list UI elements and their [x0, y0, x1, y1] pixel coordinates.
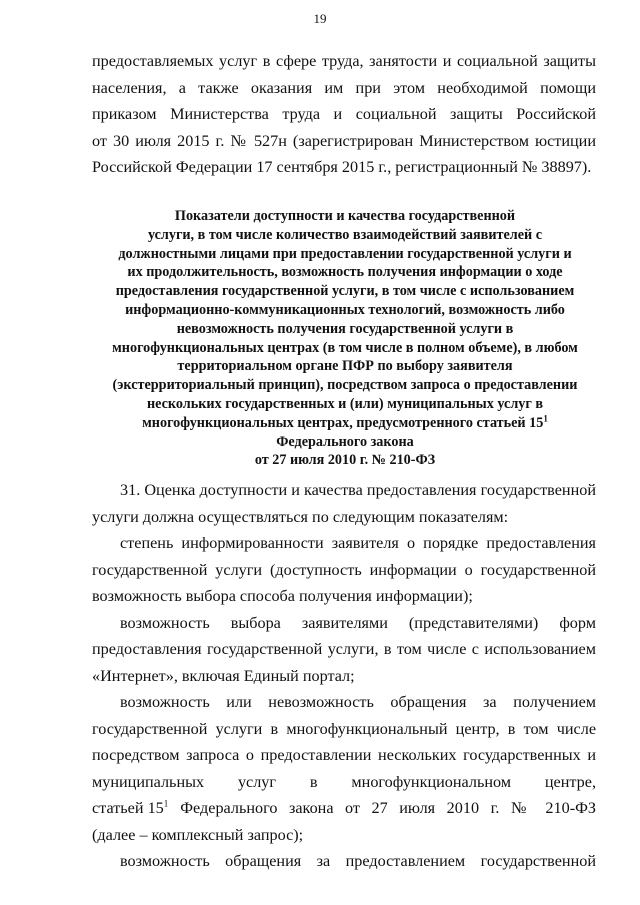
- text-line: предоставляемых услуг в сфере труда, занятости и социальной защиты: [92, 52, 596, 70]
- text-line: посредством запроса о предоставлении нескольких государственных и: [92, 746, 596, 764]
- heading-line: услуги, в том числе количество взаимодействий заявителей с: [147, 226, 543, 243]
- text-line: (далее – комплексный запрос);: [92, 825, 304, 844]
- text-fragment: Федерального закона от 27 июля 2010 г. № 210-ФЗ: [180, 799, 596, 817]
- footnote-superscript: 1: [543, 413, 548, 424]
- section-heading: [60, 207, 630, 470]
- heading-line: Федерального закона: [276, 433, 414, 450]
- text-line: Российской Федерации 17 сентября 2015 г., регистрационный № 38897).: [92, 158, 592, 176]
- text-line: услуги должна осуществляться по следующим показателям:: [92, 507, 509, 526]
- text-fragment: статьей 15: [92, 799, 164, 817]
- body-text: [92, 477, 596, 875]
- text-line: муниципальных услуг в многофункциональном центре,: [92, 772, 596, 791]
- heading-line: от 27 июля 2010 г. № 210-ФЗ: [254, 452, 436, 469]
- text-line: предоставления государственной услуги, в том числе с использованием: [92, 640, 596, 658]
- intro-paragraph: [92, 48, 596, 181]
- heading-line: многофункциональных центрах (в том числе в полном объеме), в любом: [112, 339, 578, 356]
- text-line: возможность или невозможность обращения за получением: [120, 693, 596, 711]
- text-line: возможность обращения за предоставлением государственной: [120, 852, 596, 870]
- heading-line: предоставления государственной услуги, в том числе с использованием: [115, 283, 575, 300]
- text-line: 31. Оценка доступности и качества предоставления государственной: [120, 481, 596, 499]
- heading-line: должностными лицами при предоставлении государственной услуги и: [118, 245, 572, 262]
- heading-line: информационно-коммуникационных технологий, возможность либо: [125, 301, 565, 318]
- text-line: степень информированности заявителя о порядке предоставления: [120, 534, 596, 552]
- footnote-superscript: 1: [163, 798, 169, 809]
- text-line: от 30 июля 2015 г. № 527н (зарегистрирован Министерством юстиции: [92, 131, 596, 150]
- text-fragment: [92, 795, 168, 822]
- heading-line: Показатели доступности и качества государственной: [174, 208, 516, 224]
- text-line: [92, 795, 596, 822]
- text-line: государственной услуги в многофункциональный центр, в том числе: [92, 719, 596, 738]
- text-line: возможность выбора способа получения информации);: [92, 587, 473, 605]
- text-line: возможность выбора заявителями (представителями) форм: [120, 613, 596, 632]
- heading-line: нескольких государственных и (или) муниципальных услуг в: [146, 395, 544, 412]
- text-line: приказом Министерства труда и социальной защиты Российской: [92, 105, 596, 123]
- heading-line: [60, 414, 630, 433]
- text-line: «Интернет», включая Единый портал;: [92, 666, 355, 685]
- heading-line-text: многофункциональных центрах, предусмотренного статьей 15: [142, 414, 544, 431]
- page-number: 19: [313, 11, 327, 26]
- heading-line: (экстерриториальный принцип), посредством запроса о предоставлении: [112, 377, 578, 394]
- text-line: государственной услуги (доступность информации о государственной: [92, 560, 596, 579]
- heading-line: их продолжительность, возможность получения информации о ходе: [127, 264, 563, 281]
- heading-line: территориальном органе ПФР по выбору заявителя: [177, 358, 513, 375]
- text-line: населения, а также оказания им при этом необходимой помощи: [92, 78, 596, 97]
- heading-line: невозможность получения государственной услуги в: [176, 320, 514, 337]
